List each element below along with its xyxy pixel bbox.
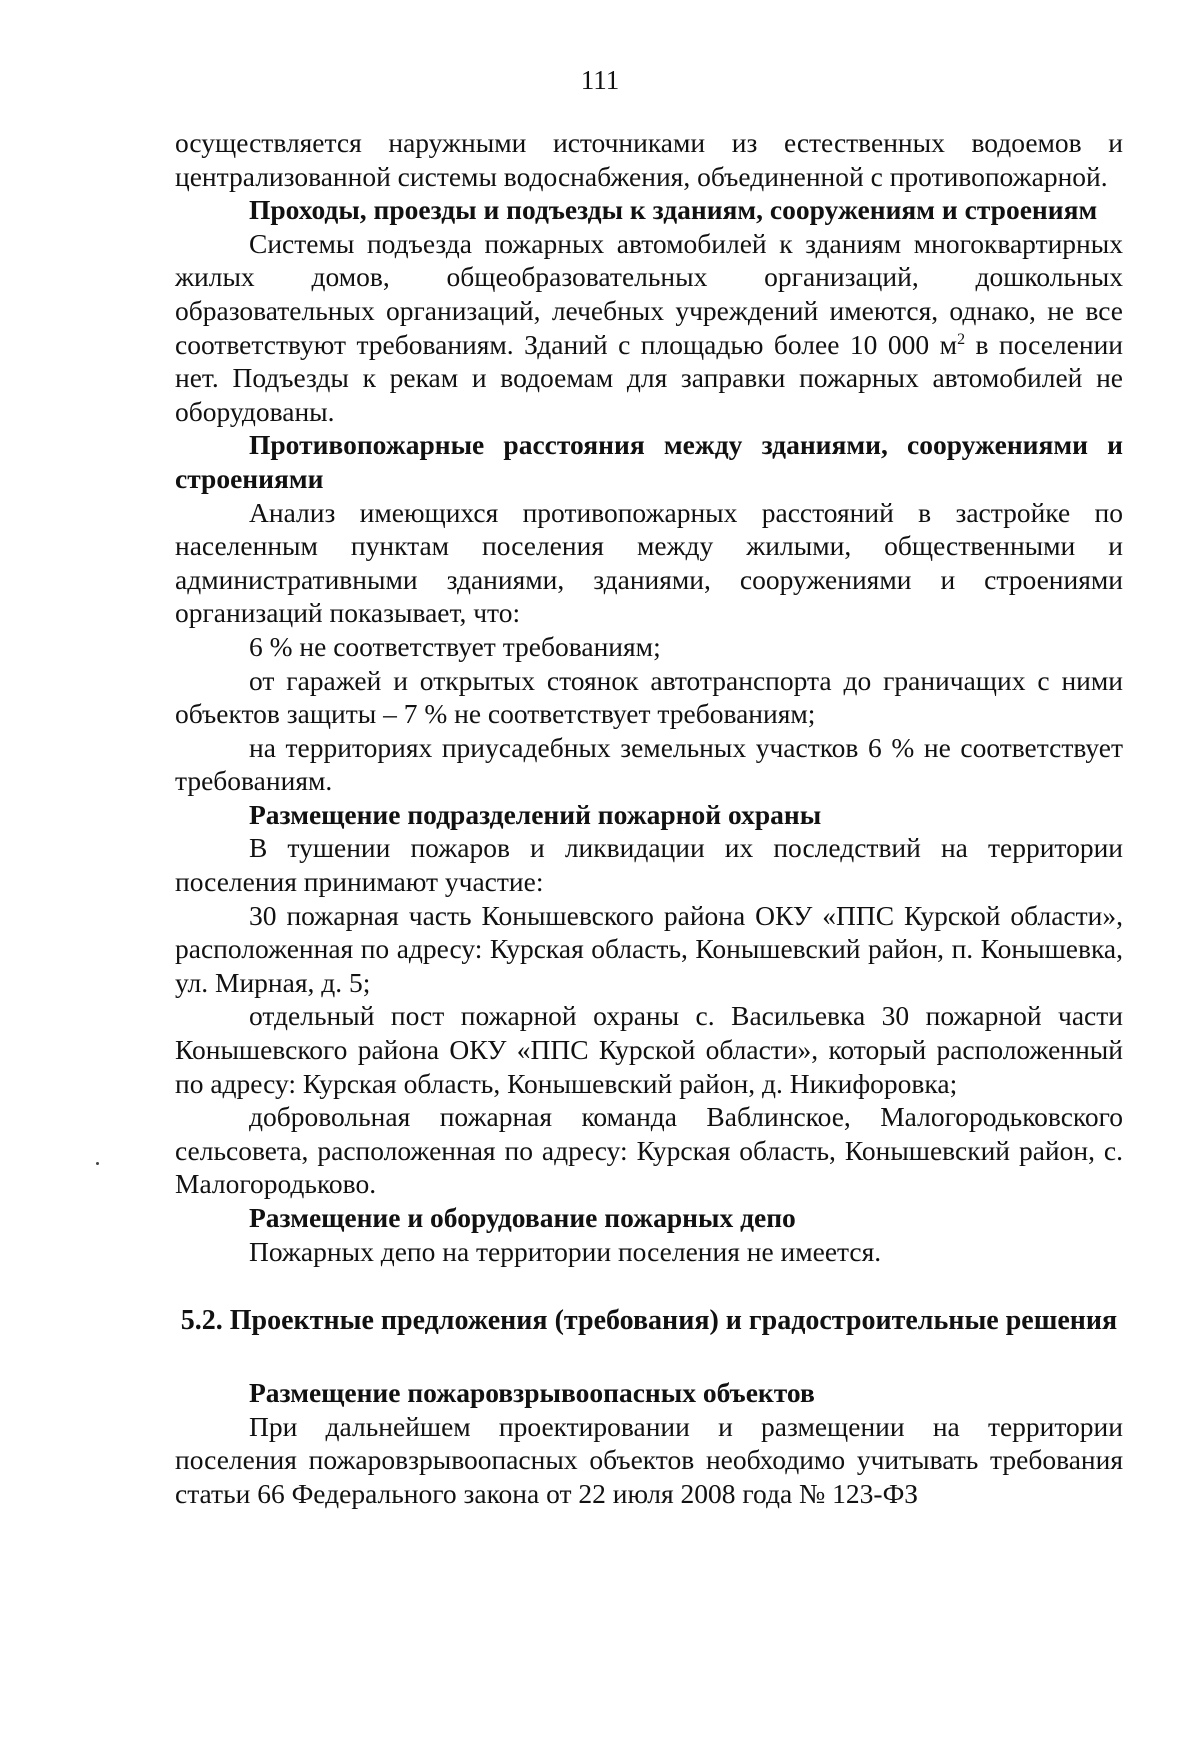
paragraph-access-systems bbox=[175, 227, 1123, 429]
heading-fire-distances: Противопожарные расстояния между зданиями, сооружениями и строениями bbox=[175, 429, 1123, 494]
section-title-5-2: 5.2. Проектные предложения (требования) и градостроительные решения bbox=[180, 1305, 1118, 1337]
paragraph-household-plots: на территориях приусадебных земельных участков 6 % не соответствует требованиям. bbox=[175, 731, 1123, 797]
heading-fire-depots: Размещение и оборудование пожарных депо bbox=[249, 1202, 796, 1233]
paragraph-explosive-requirements: При дальнейшем проектировании и размещении на территории поселения пожаровзрывоопасных объектов необходимо учитывать требования статьи 66 Федерального закона от 22 июля 2008 года № 123-ФЗ bbox=[175, 1410, 1123, 1509]
paragraph-six-percent: 6 % не соответствует требованиям; bbox=[249, 630, 661, 662]
paragraph-volunteer-team: добровольная пожарная команда Ваблинское, Малогородьковского сельсовета, расположенная по адресу: Курская область, Конышевский район, с. Малогородьково. bbox=[175, 1101, 1123, 1200]
scan-speck bbox=[96, 1162, 99, 1165]
paragraph-water-sources: осуществляется наружными источниками из естественных водоемов и централизованной системы водоснабжения, объединенной с противопожарной. bbox=[175, 127, 1123, 192]
page-number: 111 bbox=[580, 65, 620, 95]
paragraph-access-systems-text: Системы подъезда пожарных автомобилей к зданиям многоквартирных жилых домов, общеобразовательных организаций, дошкольных образовательных организаций, лечебных учреждений имеются, однако, не все соответствуют требованиям. Зданий с площадью более 10 000 м bbox=[175, 227, 1123, 360]
paragraph-distances-analysis: Анализ имеющихся противопожарных расстояний в застройке по населенным пунктам поселения между жилыми, общественными и административными зданиями, зданиями, сооружениями и строениями организаций показывает, что: bbox=[175, 496, 1123, 629]
heading-explosive-objects: Размещение пожаровзрывоопасных объектов bbox=[249, 1377, 815, 1409]
paragraph-no-depots: Пожарных депо на территории поселения не имеется. bbox=[249, 1235, 882, 1267]
paragraph-garages: от гаражей и открытых стоянок автотранспорта до граничащих с ними объектов защиты – 7 % не соответствует требованиям; bbox=[175, 664, 1123, 730]
paragraph-access-systems-text-end: в поселении нет. Подъезды к рекам и водоемам для заправки пожарных автомобилей не оборудованы. bbox=[175, 328, 1123, 427]
paragraph-fire-station-30: 30 пожарная часть Конышевского района ОКУ «ППС Курской области», расположенная по адресу: Курская область, Конышевский район, п. Конышевка, ул. Мирная, д. 5; bbox=[175, 899, 1123, 998]
paragraph-participants: В тушении пожаров и ликвидации их последствий на территории поселения принимают участие: bbox=[175, 832, 1123, 898]
heading-fire-units: Размещение подразделений пожарной охраны bbox=[249, 798, 822, 830]
paragraph-separate-post: отдельный пост пожарной охраны с. Васильевка 30 пожарной части Конышевского района ОКУ «ППС Курской области», который расположенный по адресу: Курская область, Конышевский район, д. Никифоровка; bbox=[175, 1000, 1123, 1099]
superscript-square: 2 bbox=[957, 330, 966, 348]
heading-access-roads: Проходы, проезды и подъезды к зданиям, сооружениям и строениям bbox=[249, 194, 1098, 226]
page-content bbox=[175, 126, 1123, 1511]
